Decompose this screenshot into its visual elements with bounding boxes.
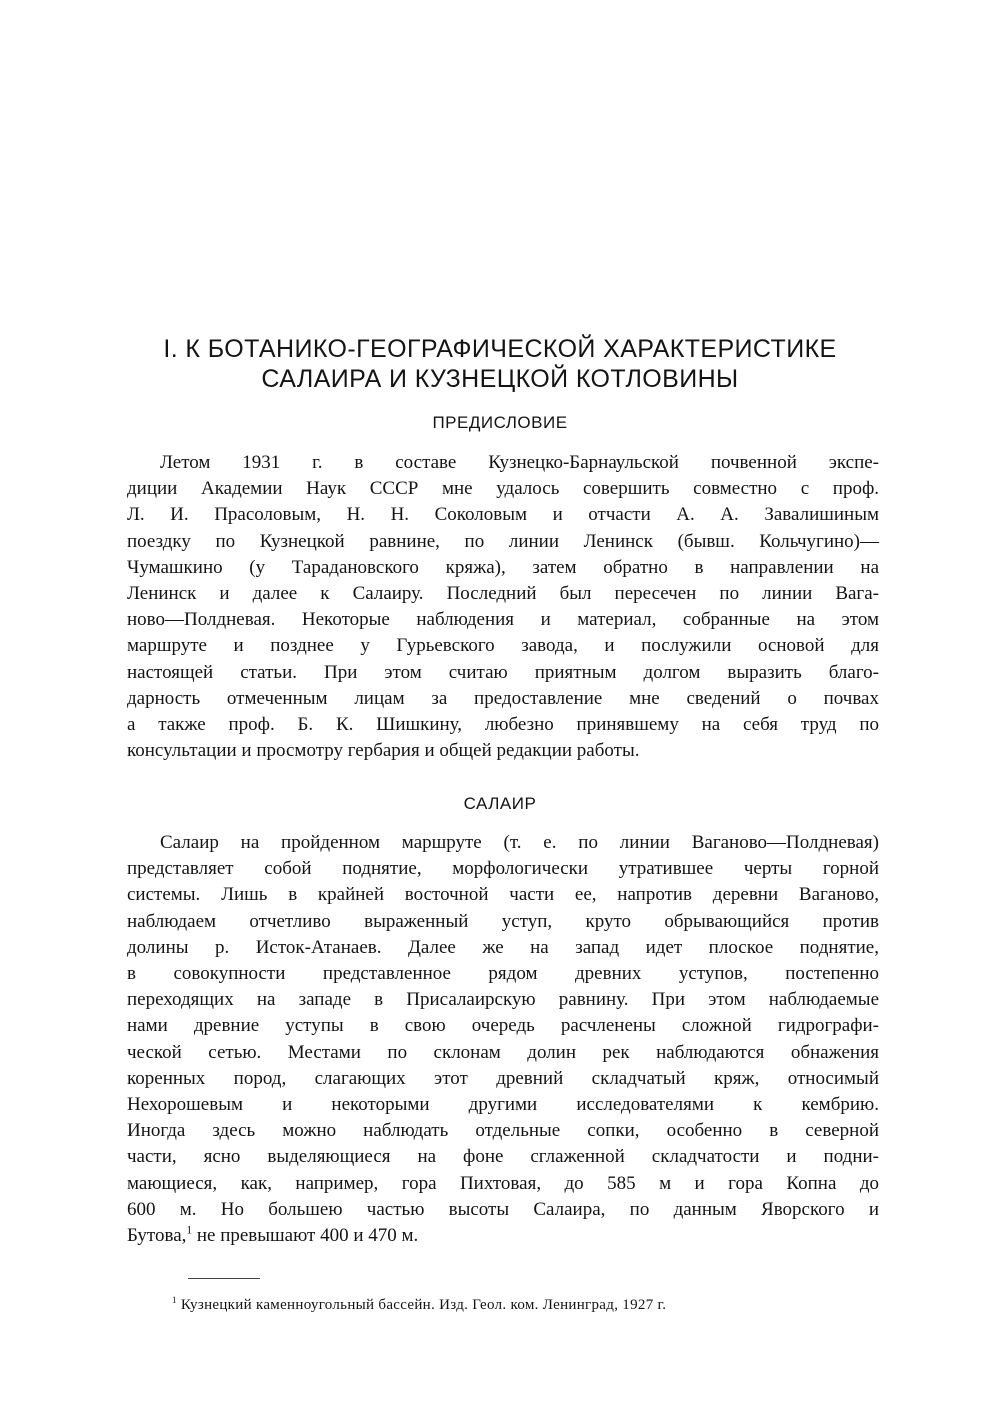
- preface-line: маршруте и позднее у Гурьевского завода, и послужили основой для: [127, 635, 879, 657]
- preface-line: поездку по Кузнецкой равнине, по линии Ленинск (бывш. Кольчугино)—: [127, 530, 879, 552]
- footnote-divider: [188, 1278, 260, 1279]
- preface-line: а также проф. Б. К. Шишкину, любезно принявшему на себя труд по: [127, 714, 879, 736]
- salair-line: коренных пород, слагающих этот древний складчатый кряж, относимый: [127, 1067, 879, 1089]
- footnote-text: Кузнецкий каменноугольный бассейн. Изд. Геол. ком. Ленинград, 1927 г.: [176, 1297, 667, 1313]
- salair-line: 600 м. Но большею частью высоты Салаира, по данным Яворского и: [127, 1198, 879, 1220]
- salair-line: представляет собой поднятие, морфологически утратившее черты горной: [127, 858, 879, 880]
- preface-line: Л. И. Прасоловым, Н. Н. Соколовым и отчасти А. А. Завалишиным: [127, 504, 879, 526]
- preface-line: дарность отмеченным лицам за предоставление мне сведений о почвах: [127, 687, 879, 709]
- chapter-title-line-1: I. К БОТАНИКО-ГЕОГРАФИЧЕСКОЙ ХАРАКТЕРИСТИКЕ: [163, 335, 837, 363]
- salair-line: Нехорошевым и некоторыми другими исследователями к кембрию.: [127, 1094, 879, 1116]
- salair-line: части, ясно выделяющиеся на фоне сглаженной складчатости и подни-: [127, 1146, 879, 1168]
- preface-line: консультации и просмотру гербария и общей редакции работы.: [127, 740, 640, 762]
- salair-last-line: [127, 1223, 879, 1249]
- chapter-title-line-2: САЛАИРА И КУЗНЕЦКОЙ КОТЛОВИНЫ: [261, 365, 739, 393]
- preface-line: ново—Полдневая. Некоторые наблюдения и материал, собранные на этом: [127, 609, 879, 631]
- footnote-reference[interactable]: 1: [186, 1224, 193, 1237]
- preface-line: Ленинск и далее к Салаиру. Последний был пересечен по линии Вага-: [127, 583, 879, 605]
- salair-line: нами древние уступы в свою очередь расчленены сложной гидрографи-: [127, 1015, 879, 1037]
- salair-last-line-text: Бутова,: [127, 1225, 187, 1247]
- salair-line: наблюдаем отчетливо выраженный уступ, круто обрывающийся против: [127, 910, 879, 932]
- preface-line: диции Академии Наук СССР мне удалось совершить совместно с проф.: [127, 478, 879, 500]
- salair-line: Салаир на пройденном маршруте (т. е. по линии Ваганово—Полдневая): [160, 832, 879, 853]
- salair-line: переходящих на западе в Присалаирскую равнину. При этом наблюдаемые: [127, 989, 879, 1011]
- preface-heading: ПРЕДИСЛОВИЕ: [432, 413, 568, 432]
- salair-line: мающиеся, как, например, гора Пихтовая, до 585 м и гора Копна до: [127, 1172, 879, 1194]
- preface-line: Чумашкино (у Тарадановского кряжа), затем обратно в направлении на: [127, 556, 879, 578]
- preface-line: настоящей статьи. При этом считаю приятным долгом выразить благо-: [127, 661, 879, 683]
- salair-line: в совокупности представленное рядом древних уступов, постепенно: [127, 963, 879, 985]
- salair-line: ческой сетью. Местами по склонам долин рек наблюдаются обнажения: [127, 1041, 879, 1063]
- footnote: [172, 1296, 666, 1314]
- preface-paragraph: [127, 450, 879, 764]
- salair-line: долины р. Исток-Атанаев. Далее же на запад идет плоское поднятие,: [127, 936, 879, 958]
- chapter-title: [100, 334, 900, 394]
- salair-last-line-tail: не превышают 400 и 470 м.: [192, 1225, 419, 1247]
- salair-line: системы. Лишь в крайней восточной части ее, напротив деревни Ваганово,: [127, 884, 879, 906]
- salair-paragraph: [127, 830, 879, 1249]
- footnote-marker: 1: [172, 1295, 177, 1305]
- salair-heading: САЛАИР: [463, 794, 537, 813]
- preface-line: Летом 1931 г. в составе Кузнецко-Барнаульской почвенной экспе-: [160, 452, 879, 473]
- salair-line: Иногда здесь можно наблюдать отдельные сопки, особенно в северной: [127, 1120, 879, 1142]
